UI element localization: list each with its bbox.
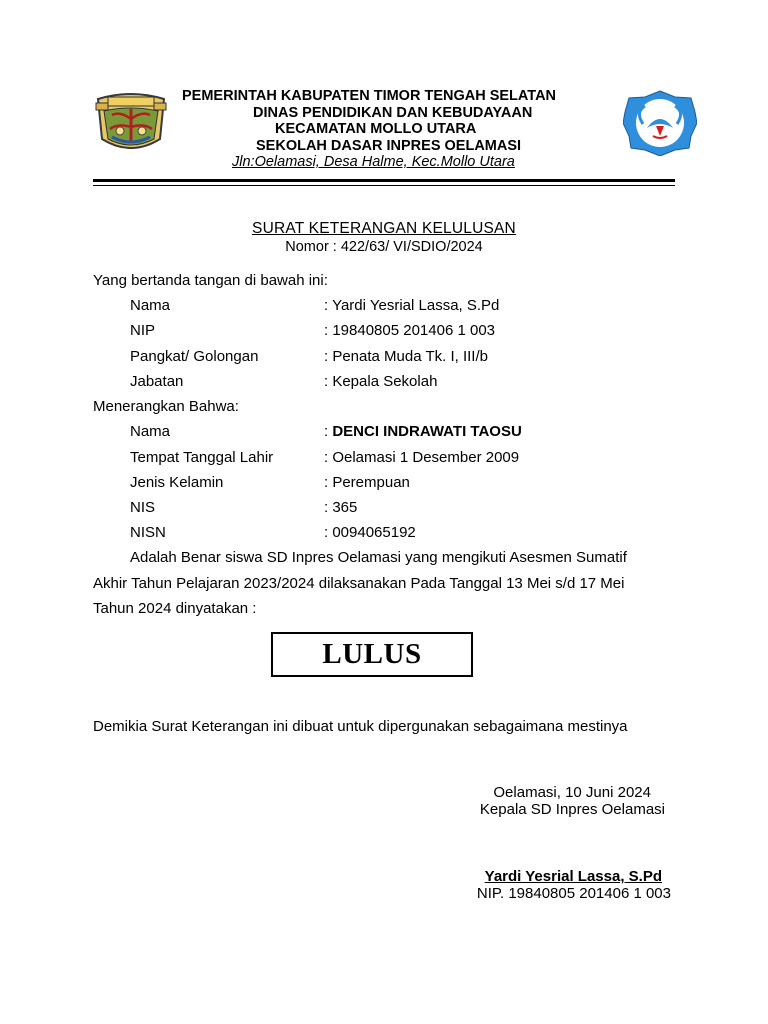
student-label-birth: Tempat Tanggal Lahir xyxy=(130,449,274,466)
paragraph-line-1: Adalah Benar siswa SD Inpres Oelamasi yang mengikuti Asesmen Sumatif xyxy=(130,549,627,566)
intro-text: Yang bertanda tangan di bawah ini: xyxy=(93,272,328,289)
signature-place-date: Oelamasi, 10 Juni 2024 xyxy=(493,784,651,801)
student-label-nisn: NISN xyxy=(130,524,166,541)
letterhead-government: PEMERINTAH KABUPATEN TIMOR TENGAH SELATAN xyxy=(182,88,557,104)
regency-emblem-logo xyxy=(94,89,168,157)
signature-name: Yardi Yesrial Lassa, S.Pd xyxy=(484,868,662,885)
signer-label-nip: NIP xyxy=(130,322,156,339)
signature-nip: NIP. 19840805 201406 1 003 xyxy=(476,885,671,902)
student-value-name xyxy=(324,423,522,440)
signer-value-rank: : Penata Muda Tk. I, III/b xyxy=(324,348,488,365)
student-label-name: Nama xyxy=(130,423,171,440)
student-value-gender: : Perempuan xyxy=(324,474,410,491)
signer-label-name: Nama xyxy=(130,297,171,314)
letterhead-district: KECAMATAN MOLLO UTARA xyxy=(275,121,477,137)
student-name: DENCI INDRAWATI TAOSU xyxy=(332,423,522,440)
document-number: Nomor : 422/63/ VI/SDIO/2024 xyxy=(285,239,483,255)
student-value-birth: : Oelamasi 1 Desember 2009 xyxy=(324,449,520,466)
student-value-nis: : 365 xyxy=(324,499,358,516)
letterhead-school: SEKOLAH DASAR INPRES OELAMASI xyxy=(256,138,522,154)
student-label-nis: NIS xyxy=(130,499,156,516)
student-value-nisn: : 0094065192 xyxy=(324,524,416,541)
student-name-colon: : xyxy=(324,423,333,440)
result-box xyxy=(271,632,473,677)
letterhead-address: Jln:Oelamasi, Desa Halme, Kec.Mollo Utara xyxy=(232,154,515,170)
letterhead-divider-thick xyxy=(93,179,675,182)
letterhead-department: DINAS PENDIDIKAN DAN KEBUDAYAAN xyxy=(253,105,533,121)
tut-wuri-handayani-logo xyxy=(623,90,697,156)
signer-label-rank: Pangkat/ Golongan xyxy=(130,348,259,365)
paragraph-line-2: Akhir Tahun Pelajaran 2023/2024 dilaksanakan Pada Tanggal 13 Mei s/d 17 Mei xyxy=(93,575,625,592)
declare-text: Menerangkan Bahwa: xyxy=(93,398,239,415)
document-title: SURAT KETERANGAN KELULUSAN xyxy=(252,220,516,237)
letterhead-divider-thin xyxy=(93,185,675,186)
paragraph-line-3: Tahun 2024 dinyatakan : xyxy=(93,600,257,617)
closing-text: Demikia Surat Keterangan ini dibuat untuk dipergunakan sebagaimana mestinya xyxy=(93,718,628,735)
signer-value-nip: : 19840805 201406 1 003 xyxy=(324,322,495,339)
signature-position: Kepala SD Inpres Oelamasi xyxy=(479,801,665,818)
result-text: LULUS xyxy=(322,638,422,670)
signer-value-position: : Kepala Sekolah xyxy=(324,373,438,390)
student-label-gender: Jenis Kelamin xyxy=(130,474,224,491)
signer-value-name: : Yardi Yesrial Lassa, S.Pd xyxy=(324,297,500,314)
signer-label-position: Jabatan xyxy=(130,373,184,390)
